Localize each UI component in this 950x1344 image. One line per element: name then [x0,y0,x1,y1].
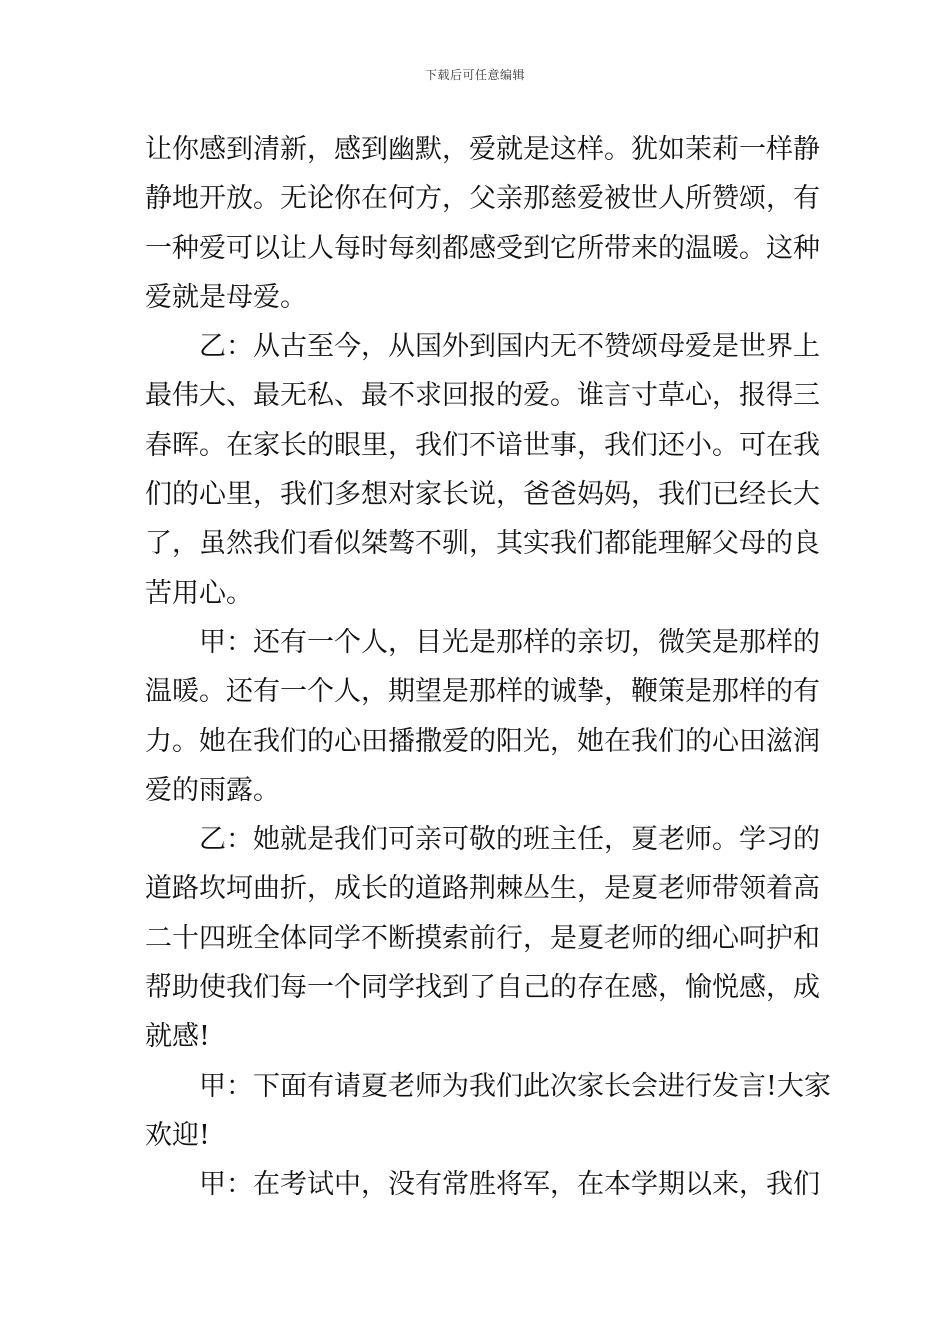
text-line: 春晖。在家长的眼里，我们不谙世事，我们还小。可在我 [145,429,820,461]
text-line: 道路坎坷曲折，成长的道路荆棘丛生，是夏老师带领着高 [145,873,820,905]
text-line: 甲：下面有请夏老师为我们此次家长会进行发言!大家 [199,1070,831,1102]
text-line: 力。她在我们的心田播撒爱的阳光，她在我们的心田滋润 [145,725,820,757]
text-line: 一种爱可以让人每时每刻都感受到它所带来的温暖。这种 [145,232,820,264]
text-line: 了，虽然我们看似桀骜不驯，其实我们都能理解父母的良 [145,528,820,560]
text-line: 欢迎! [145,1119,210,1151]
text-line: 乙：从古至今，从国外到国内无不赞颂母爱是世界上 [199,331,820,363]
text-line: 就感! [145,1021,210,1053]
page-header: 下载后可任意编辑 [424,68,525,82]
text-line: 苦用心。 [145,577,253,609]
text-line: 静地开放。无论你在何方，父亲那慈爱被世人所赞颂，有 [145,183,820,215]
text-line: 让你感到清新，感到幽默，爱就是这样。犹如茉莉一样静 [145,134,820,165]
text-line: 乙：她就是我们可亲可敬的班主任，夏老师。学习的 [199,824,820,856]
text-line: 爱的雨露。 [145,774,280,806]
text-line: 帮助使我们每一个同学找到了自己的存在感，愉悦感，成 [145,972,820,1004]
body-text [145,125,831,1210]
text-line: 甲：在考试中，没有常胜将军，在本学期以来，我们 [199,1169,820,1201]
text-line: 爱就是母爱。 [145,281,307,313]
text-line: 甲：还有一个人，目光是那样的亲切，微笑是那样的 [199,626,820,658]
text-line: 二十四班全体同学不断摸索前行，是夏老师的细心呵护和 [145,922,820,954]
text-line: 们的心里，我们多想对家长说，爸爸妈妈，我们已经长大 [145,479,820,511]
text-line: 温暖。还有一个人，期望是那样的诚挚，鞭策是那样的有 [145,676,820,708]
text-line: 最伟大、最无私、最不求回报的爱。谁言寸草心，报得三 [145,380,820,412]
